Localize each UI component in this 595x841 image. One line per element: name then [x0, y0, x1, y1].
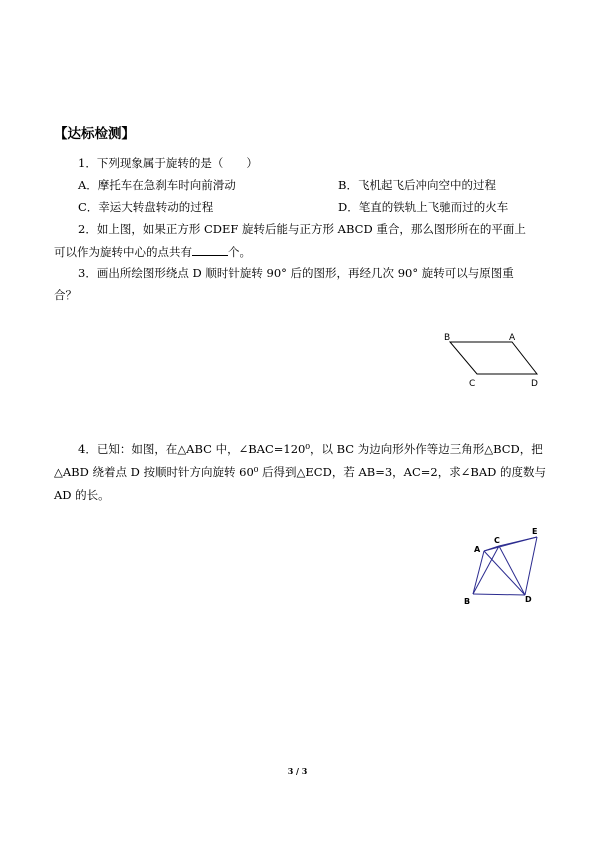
label-c2: C [494, 536, 500, 545]
q1-option-b: B．飞机起飞后冲向空中的过程 [338, 178, 496, 192]
label-b2: B [464, 597, 471, 606]
label-a: A [509, 333, 516, 343]
q4-line2: △ABD 绕着点 D 按顺时针方向旋转 60⁰ 后得到△ECD，若 AB=3，AC=2，求∠BAD 的度数与 [54, 465, 547, 479]
figure-lines [473, 537, 537, 595]
section-title: 【达标检测】 [54, 126, 135, 142]
rotation-triangle-figure [455, 522, 555, 608]
q1-option-a: A．摩托车在急刹车时向前滑动 [78, 178, 236, 192]
page-number: 3 / 3 [287, 766, 308, 776]
label-c: C [469, 379, 476, 389]
label-d2: D [525, 595, 532, 604]
answer-blank [192, 244, 228, 256]
label-a2: A [474, 545, 481, 554]
label-e: E [532, 527, 538, 536]
parallelogram-abcd [450, 342, 537, 374]
parallelogram-figure [440, 328, 545, 390]
label-d: D [531, 379, 538, 389]
label-b: B [444, 333, 451, 343]
q3-line2: 合？ [54, 288, 77, 302]
q2-line2 [54, 244, 251, 259]
q4-line3: AD 的长。 [54, 488, 110, 502]
q1-stem: 1．下列现象属于旋转的是（ ） [78, 156, 258, 170]
q2-line1: 2．如上图，如果正方形 CDEF 旋转后能与正方形 ABCD 重合，那么图形所在的平面上 [78, 222, 526, 236]
q1-option-d: D．笔直的铁轨上飞驰而过的火车 [338, 200, 509, 214]
q2-line2-pre: 可以作为旋转中心的点共有 [54, 245, 192, 259]
q1-option-c: C．幸运大转盘转动的过程 [78, 200, 214, 214]
q3-line1: 3．画出所绘图形绕点 D 顺时针旋转 90° 后的图形，再经几次 90° 旋转可以与原图重 [78, 266, 514, 280]
q4-line1: 4．已知：如图，在△ABC 中，∠BAC=120⁰，以 BC 为边向形外作等边三角形△BCD，把 [78, 442, 543, 456]
q2-line2-post: 个。 [228, 245, 251, 259]
